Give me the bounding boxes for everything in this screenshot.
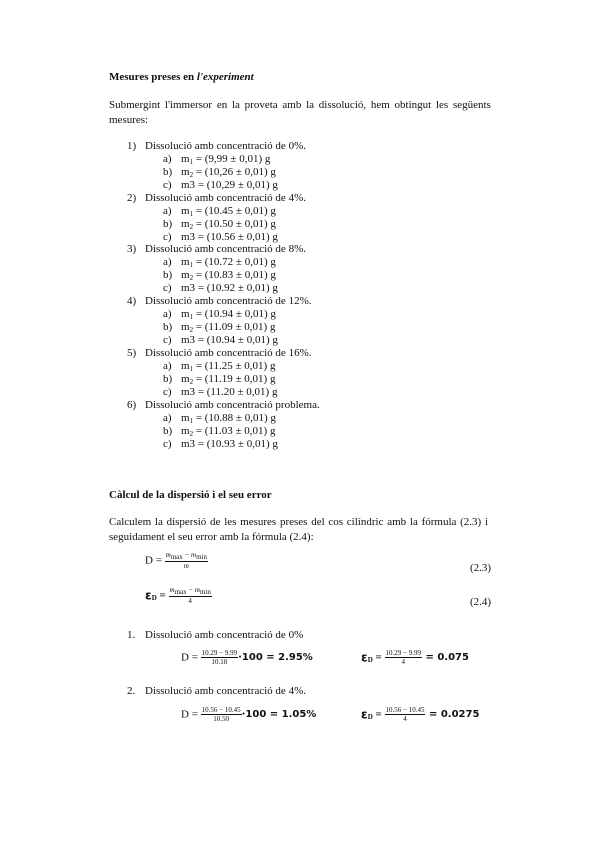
- section1-title-a: Mesures preses en: [109, 71, 197, 83]
- item-value: = (10.94 ± 0,01) g: [193, 308, 276, 320]
- item-value: = (10.50 ± 0,01) g: [193, 218, 276, 230]
- calc2-d-result: ·100 = 1.05%: [241, 709, 317, 720]
- item-letter: a): [163, 412, 172, 424]
- calc1-label: Dissolució amb concentració de 0%: [145, 629, 304, 641]
- item-variable: m: [181, 412, 190, 424]
- item-variable: m3: [181, 386, 196, 398]
- section2-intro-line2: seguidament el seu error amb la fórmula (2.4):: [109, 531, 314, 543]
- calc2-d-fraction: [201, 706, 242, 723]
- calc2-d-den: 10.50: [213, 715, 229, 723]
- item-value: = (10.72 ± 0,01) g: [193, 256, 276, 268]
- calc2-e-lhs: ε: [361, 707, 368, 722]
- calc2-dispersion: [181, 706, 316, 723]
- calc1-d-lhs: D =: [181, 651, 201, 664]
- group-number: 2): [127, 192, 137, 204]
- item-subscript: 2: [189, 274, 194, 282]
- section1-title: [109, 71, 254, 83]
- section2-title: Càlcul de la dispersió i el seu error: [109, 489, 272, 501]
- calc1-num: 1.: [127, 629, 136, 641]
- calc2-e-num: 10.56 − 10.45: [385, 706, 425, 714]
- item-variable: m: [181, 321, 190, 333]
- calc2-label: Dissolució amb concentració de 4%.: [145, 685, 306, 697]
- item-letter: c): [163, 334, 172, 346]
- item-letter: b): [163, 373, 173, 385]
- item-letter: a): [163, 308, 172, 320]
- calc1-e-result: = 0.075: [421, 652, 469, 663]
- item-subscript: 2: [189, 326, 194, 334]
- item-value: = (10,26 ± 0,01) g: [193, 166, 276, 178]
- formula-d-tag: (2.3): [470, 562, 492, 574]
- item-variable: m3: [181, 282, 196, 294]
- group-label: Dissolució amb concentració de 4%.: [145, 192, 306, 204]
- item-subscript: 2: [189, 430, 194, 438]
- item-value: = (11.19 ± 0,01) g: [193, 373, 276, 385]
- formula-e-lhs: ε: [145, 588, 152, 603]
- group-number: 6): [127, 399, 137, 411]
- item-letter: c): [163, 438, 172, 450]
- section1-title-b: l'experiment: [196, 71, 254, 83]
- section2-intro-line1: Calculem la dispersió de les mesures preses del cos cilíndric amb la fórmula (2.3) i: [109, 516, 489, 528]
- item-variable: m3: [181, 438, 196, 450]
- item-value: = (10.56 ± 0,01) g: [195, 231, 278, 243]
- formula-d-lhs: D =: [145, 554, 165, 567]
- calc1-e-sub: D: [367, 656, 373, 665]
- item-subscript: 1: [189, 158, 194, 166]
- item-letter: b): [163, 321, 173, 333]
- item-value: = (10.92 ± 0,01) g: [195, 282, 278, 294]
- calc1-d-fraction: [201, 649, 238, 666]
- formula-d-sub-a: max: [170, 553, 183, 561]
- calc2-error: [361, 706, 479, 723]
- item-letter: b): [163, 218, 173, 230]
- formula-d-fraction: [165, 551, 208, 570]
- item-variable: m: [181, 308, 190, 320]
- item-value: = (11.25 ± 0,01) g: [193, 360, 276, 372]
- item-subscript: 2: [189, 223, 194, 231]
- calc1-heading: [127, 628, 303, 643]
- calc2-e-result: = 0.0275: [425, 709, 480, 720]
- item-variable: m: [181, 218, 190, 230]
- calc1-e-lhs: ε: [361, 650, 368, 665]
- group-label: Dissolució amb concentració de 0%.: [145, 140, 306, 152]
- formula-e-eq: =: [156, 589, 169, 602]
- item-variable: m3: [181, 231, 196, 243]
- item-letter: b): [163, 269, 173, 281]
- calc1-d-den: 10.18: [211, 658, 228, 666]
- calc2-num: 2.: [127, 685, 136, 697]
- group-number: 3): [127, 243, 137, 255]
- calc1-e-num: 10.29 − 9.99: [385, 649, 421, 657]
- item-letter: c): [163, 282, 172, 294]
- formula-dispersion: [145, 551, 208, 570]
- group-label: Dissolució amb concentració de 16%.: [145, 347, 312, 359]
- calc2-d-num: 10.56 − 10.45: [201, 706, 241, 714]
- item-subscript: 1: [189, 365, 194, 373]
- item-variable: m: [181, 205, 190, 217]
- calc2-d-lhs: D =: [181, 708, 201, 721]
- item-value: = (10.45 ± 0,01) g: [193, 205, 276, 217]
- item-subscript: 2: [189, 378, 194, 386]
- calc2-e-den: 4: [403, 715, 407, 723]
- calc1-d-num: 10.29 − 9.99: [201, 649, 238, 657]
- calc2-e-sub: D: [367, 713, 373, 722]
- item-variable: m: [181, 256, 190, 268]
- item-value: = (11.09 ± 0,01) g: [193, 321, 276, 333]
- item-value: = (10.88 ± 0,01) g: [193, 412, 276, 424]
- item-subscript: 1: [189, 417, 194, 425]
- item-value: = (9,99 ± 0,01) g: [193, 153, 271, 165]
- group-number: 1): [127, 140, 137, 152]
- item-subscript: 1: [189, 210, 194, 218]
- item-letter: c): [163, 179, 172, 191]
- calc1-e-fraction: [385, 649, 422, 666]
- section1-intro-line1: Submergint l'immersor en la proveta amb la dissolució, hem obtingut les següents: [109, 99, 491, 111]
- item-value: = (10.83 ± 0,01) g: [193, 269, 276, 281]
- formula-e-den: 4: [188, 597, 192, 605]
- calc2-e-eq: =: [372, 708, 385, 721]
- item-value: = (10.94 ± 0,01) g: [195, 334, 278, 346]
- item-value: = (11.03 ± 0,01) g: [193, 425, 276, 437]
- formula-e-sub-b: min: [199, 588, 211, 596]
- formula-d-num-minus: − m: [182, 551, 197, 559]
- measurement-item: [163, 437, 278, 452]
- calc1-e-eq: =: [372, 651, 385, 664]
- item-value: = (10,29 ± 0,01) g: [195, 179, 278, 191]
- item-subscript: 1: [189, 261, 194, 269]
- formula-e-fraction: [169, 586, 212, 605]
- calc1-d-result: ·100 = 2.95%: [238, 652, 313, 663]
- formula-e-lhs-sub: D: [151, 594, 157, 603]
- formula-d-sub-b: min: [196, 553, 207, 561]
- calc1-error: [361, 649, 469, 666]
- group-number: 4): [127, 295, 137, 307]
- calc2-heading: [127, 684, 306, 699]
- formula-d-num-a: m: [165, 551, 171, 559]
- item-letter: a): [163, 256, 172, 268]
- group-label: Dissolució amb concentració de 12%.: [145, 295, 312, 307]
- item-subscript: 1: [189, 313, 194, 321]
- item-variable: m: [181, 269, 190, 281]
- calc1-e-den: 4: [401, 658, 405, 666]
- formula-e-num-a: m: [169, 586, 175, 594]
- section1-intro-line2: mesures:: [109, 114, 149, 126]
- group-label: Dissolució amb concentració problema.: [145, 399, 320, 411]
- item-value: = (10.93 ± 0,01) g: [195, 438, 278, 450]
- item-letter: a): [163, 153, 172, 165]
- item-letter: b): [163, 166, 173, 178]
- item-variable: m3: [181, 334, 196, 346]
- item-letter: a): [163, 205, 172, 217]
- group-number: 5): [127, 347, 137, 359]
- item-subscript: 2: [189, 171, 194, 179]
- item-variable: m3: [181, 179, 196, 191]
- item-letter: c): [163, 386, 172, 398]
- item-variable: m: [181, 425, 190, 437]
- formula-e-num-minus: − m: [186, 586, 200, 594]
- formula-error: [145, 586, 212, 605]
- item-variable: m: [181, 360, 190, 372]
- formula-e-sub-a: max: [174, 588, 187, 596]
- item-value: = (11.20 ± 0,01) g: [195, 386, 278, 398]
- item-variable: m: [181, 373, 190, 385]
- calc1-dispersion: [181, 649, 313, 666]
- calc2-e-fraction: [385, 706, 426, 723]
- formula-d-den: m: [183, 562, 189, 570]
- group-label: Dissolució amb concentració de 8%.: [145, 243, 306, 255]
- formula-e-tag: (2.4): [470, 596, 492, 608]
- item-letter: b): [163, 425, 173, 437]
- item-letter: a): [163, 360, 172, 372]
- item-variable: m: [181, 166, 190, 178]
- item-variable: m: [181, 153, 190, 165]
- item-letter: c): [163, 231, 172, 243]
